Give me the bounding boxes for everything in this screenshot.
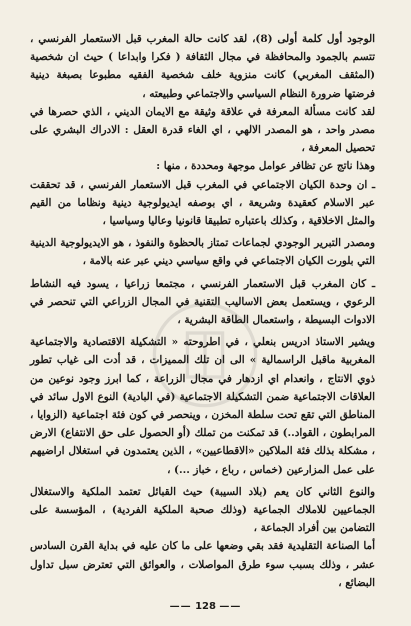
page-number (0, 601, 411, 612)
page-number-dash-left: —— (169, 601, 192, 612)
page-number-value: 128 (195, 601, 216, 612)
paragraph-7: ويشير الاستاذ ادريس بنعلي ، في اطروحته « التشكيلة الاقتصادية والاجتماعية المغربية ماقبل الراسمالية » الى ان تلك المميزات ، قد أدت الى غياب تطور ذوي الانتاج ، وانعدام اي ازدهار في مجال الزراعة ، كما ابرز وجود نوعين من العلاقات الاجتماعية ضمن التشكيلة الاجتماعية (في البادية) النوع الاول سائد في المناطق التي تقع تحت سلطة المخزن ، وينحصر في كون فئة اجتماعية (الزوايا ، المرابطون ، القواد..) قد تمكنت من تملك (أو الحصول على حق الانتفاع) الارض ، مشكلة بذلك فئة الملاكين «الاقطاعيين» ، الذين يعتمدون في استغلال اراضيهم على عمل المزارعين (خماس ، رباع ، خباز ...) ، (30, 336, 375, 476)
page-number-dash-right: —— (219, 601, 242, 612)
paragraph-2: لقد كانت مسألة المعرفة في علاقة وثيقة مع الايمان الديني ، الذي حصرها في مصدر واحد ، هو المصدر الالهي ، اي الغاء قدرة العقل : الادراك البشري على تحصيل المعرفة ، (30, 105, 375, 155)
paragraph-9: أما الصناعة التقليدية فقد بقي وضعها على ما كان عليه في بداية القرن السادس عشر ، وذلك بسبب سوء طرق المواصلات ، والعوائق التي تعترض سبل تداول البضائع ، (30, 540, 375, 589)
paragraph-5: ومصدر التبرير الوجودي لجماعات تمتاز بالحظوة والنفوذ ، هو الايديولوجية الدينية التي بلورت الكيان الاجتماعي في واقع سياسي ديني عبر عنه بالامة ، (30, 237, 375, 268)
paragraph-1: الوجود أول كلمة أولى (8)، لقد كانت حالة المغرب قبل الاستعمار الفرنسي ، تتسم بالجمود والمحافظة في مجال الثقافة ( فكرا وابداعا ) حيث ان شخصية (المثقف المغربي) كانت منزوية خلف شخصية الفقيه مطبوعا بصبغة دينية فرضتها ضرورة النظام السياسي والاجتماعي وطبيعته ، (30, 33, 375, 100)
body-text (30, 30, 375, 592)
paragraph-6: ـ كان المغرب قبل الاستعمار الفرنسي ، مجتمعا زراعيا ، يسود فيه النشاط الرعوي ، ويستعمل بعض الاساليب التقنية في المجال الزراعي التي تنحصر في الادوات البسيطة ، واستعمال الطاقة البشرية ، (30, 277, 375, 327)
paragraph-3: وهذا ناتج عن تظافر عوامل موجهة ومحددة ، منها : (156, 160, 375, 173)
paragraph-4: ـ ان وحدة الكيان الاجتماعي في المغرب قبل الاستعمار الفرنسي ، قد تحققت عبر الاسلام كعقيدة وشريعة ، اي بوصفه ايديولوجية دينية ونظاما من القيم والمثل الاخلاقية ، وكذلك باعتباره تطبيقا قانونيا وعاليا وسياسيا ، (30, 178, 375, 228)
paragraph-8: والنوع الثاني كان يعم (بلاد السيبة) حيث القبائل تعتمد الملكية والاستغلال الجماعيين للاملاك الجماعية (وذلك صحبة الملكية الفردية) ، المؤسسة على التضامن بين أفراد الجماعة ، (30, 485, 375, 535)
